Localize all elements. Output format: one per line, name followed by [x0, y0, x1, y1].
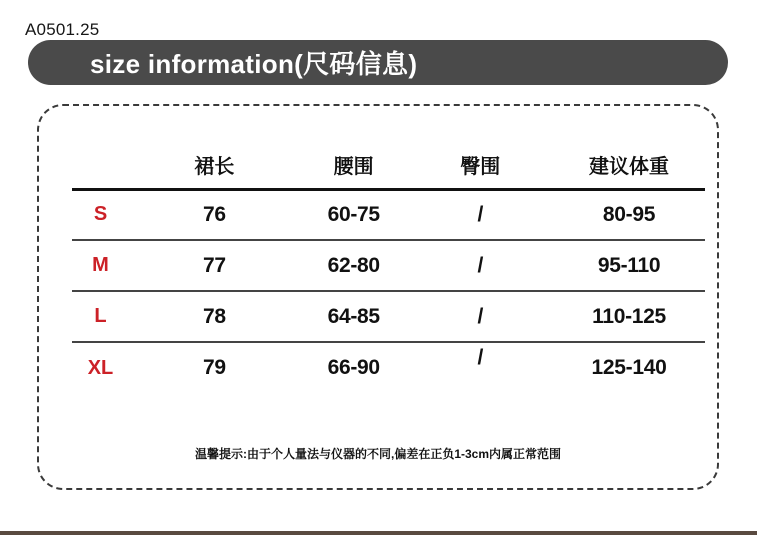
cell-s-weight: 80-95 — [553, 189, 705, 240]
cell-s-waist: 60-75 — [300, 189, 408, 240]
header-hip: 臀围 — [407, 140, 553, 189]
banner-title: size information(尺码信息) — [90, 49, 418, 79]
measurement-disclaimer-note: 温馨提示:由于个人量法与仪器的不同,偏差在正负1-3cm内属正常范围 — [194, 447, 562, 461]
cell-s-skirt-length: 76 — [129, 189, 300, 240]
table-row-l — [72, 291, 705, 342]
cell-s-hip: / — [407, 189, 553, 240]
footer-divider-line — [0, 531, 757, 535]
size-information-banner — [28, 40, 728, 85]
size-table — [72, 140, 705, 393]
cell-xl-waist: 66-90 — [327, 356, 380, 379]
header-size — [72, 140, 129, 189]
cell-m-weight: 95-110 — [553, 240, 705, 291]
header-waist: 腰围 — [300, 140, 408, 189]
header-skirt-length: 裙长 — [129, 140, 300, 189]
table-row-m — [72, 240, 705, 291]
size-label-l: L — [72, 291, 129, 342]
cell-m-waist: 62-80 — [300, 240, 408, 291]
size-label-s: S — [72, 189, 129, 240]
table-header-row — [72, 140, 705, 189]
table-row-s — [72, 189, 705, 240]
cell-xl-hip: / — [477, 346, 484, 369]
cell-l-skirt-length: 78 — [129, 291, 300, 342]
cell-m-hip: / — [407, 240, 553, 291]
size-label-xl: XL — [87, 356, 114, 379]
size-label-m: M — [72, 240, 129, 291]
header-recommended-weight: 建议体重 — [553, 140, 705, 189]
table-row-xl — [72, 342, 705, 393]
cell-l-hip: / — [407, 291, 553, 342]
cell-l-weight: 110-125 — [553, 291, 705, 342]
cell-xl-weight: 125-140 — [591, 356, 667, 379]
cell-xl-skirt-length: 79 — [203, 356, 226, 379]
product-code-label: A0501.25 — [25, 20, 100, 39]
cell-m-skirt-length: 77 — [129, 240, 300, 291]
cell-l-waist: 64-85 — [300, 291, 408, 342]
